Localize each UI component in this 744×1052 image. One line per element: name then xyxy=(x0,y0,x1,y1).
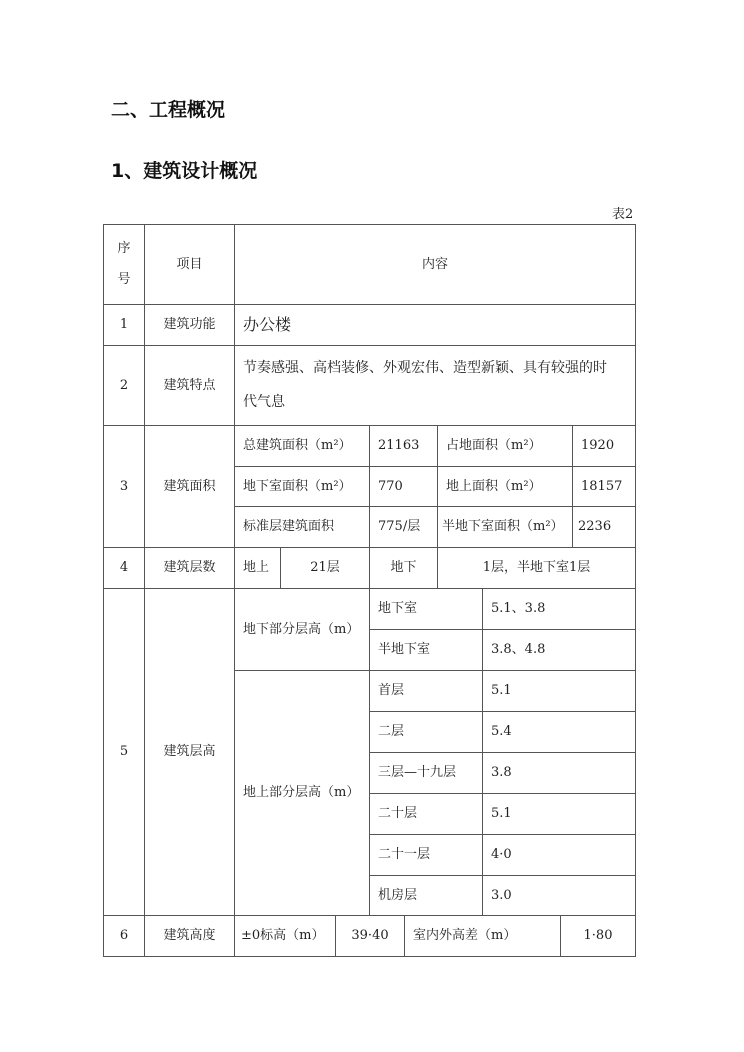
row6-no: 6 xyxy=(103,915,145,957)
floor-name: 半地下室 xyxy=(369,629,483,671)
row6-item: 建筑高度 xyxy=(144,915,235,957)
floor-name: 二十一层 xyxy=(369,834,483,876)
header-no-1: 序 xyxy=(117,240,131,256)
row2-line1: 节奏感强、高档装修、外观宏伟、造型新颖、具有较强的时 xyxy=(243,360,607,377)
header-content: 内容 xyxy=(234,224,636,305)
total-area-label: 总建筑面积（m²） xyxy=(234,425,370,467)
above-floors-value: 21层 xyxy=(280,547,370,589)
semi-basement-area-value: 2236 xyxy=(572,506,636,548)
table-label: 表2 xyxy=(612,207,634,222)
basement-area-label: 地下室面积（m²） xyxy=(234,466,370,507)
row1-item: 建筑功能 xyxy=(144,304,235,346)
std-floor-area-label: 标准层建筑面积 xyxy=(234,506,370,548)
floor-height: 3.8、4.8 xyxy=(482,629,636,671)
row5-item: 建筑层高 xyxy=(144,588,235,916)
floor-height: 5.1、3.8 xyxy=(482,588,636,630)
floor-height: 5.1 xyxy=(482,793,636,835)
row1-no: 1 xyxy=(103,304,145,346)
row2-no: 2 xyxy=(103,345,145,426)
row2-value xyxy=(234,345,636,426)
floor-name: 地下室 xyxy=(369,588,483,630)
above-area-label: 地上面积（m²） xyxy=(437,466,573,507)
floor-name: 机房层 xyxy=(369,875,483,916)
basement-area-value: 770 xyxy=(369,466,438,507)
floor-name: 三层—十九层 xyxy=(369,752,483,794)
land-area-label: 占地面积（m²） xyxy=(437,425,573,467)
std-floor-area-value: 775/层 xyxy=(369,506,438,548)
aboveground-height-label: 地上部分层高（m） xyxy=(234,670,370,916)
underground-height-label: 地下部分层高（m） xyxy=(234,588,370,671)
floor-name: 首层 xyxy=(369,670,483,712)
land-area-value: 1920 xyxy=(572,425,636,467)
floor-name: 二层 xyxy=(369,711,483,753)
below-floors-value: 1层，半地下室1层 xyxy=(437,547,636,589)
row2-line2: 代气息 xyxy=(243,393,285,410)
section-title: 二、工程概况 xyxy=(111,99,226,121)
floor-height: 3.0 xyxy=(482,875,636,916)
floor-height: 4·0 xyxy=(482,834,636,876)
elevation-label: ±0标高（m） xyxy=(234,915,336,957)
subsection-title: 1、建筑设计概况 xyxy=(111,160,258,182)
header-no xyxy=(103,224,145,305)
above-floors-label: 地上 xyxy=(234,547,281,589)
height-diff-label: 室内外高差（m） xyxy=(404,915,561,957)
row2-item: 建筑特点 xyxy=(144,345,235,426)
row1-value: 办公楼 xyxy=(234,304,636,346)
semi-basement-area-label: 半地下室面积（m²） xyxy=(437,506,573,548)
header-item: 项目 xyxy=(144,224,235,305)
floor-height: 5.4 xyxy=(482,711,636,753)
header-no-2: 号 xyxy=(117,272,131,288)
below-floors-label: 地下 xyxy=(369,547,438,589)
row4-no: 4 xyxy=(103,547,145,589)
floor-name: 二十层 xyxy=(369,793,483,835)
total-area-value: 21163 xyxy=(369,425,438,467)
row4-item: 建筑层数 xyxy=(144,547,235,589)
row5-no: 5 xyxy=(103,588,145,916)
elevation-value: 39·40 xyxy=(335,915,405,957)
height-diff-value: 1·80 xyxy=(560,915,636,957)
floor-height: 3.8 xyxy=(482,752,636,794)
floor-height: 5.1 xyxy=(482,670,636,712)
row3-no: 3 xyxy=(103,425,145,548)
row3-item: 建筑面积 xyxy=(144,425,235,548)
above-area-value: 18157 xyxy=(572,466,636,507)
